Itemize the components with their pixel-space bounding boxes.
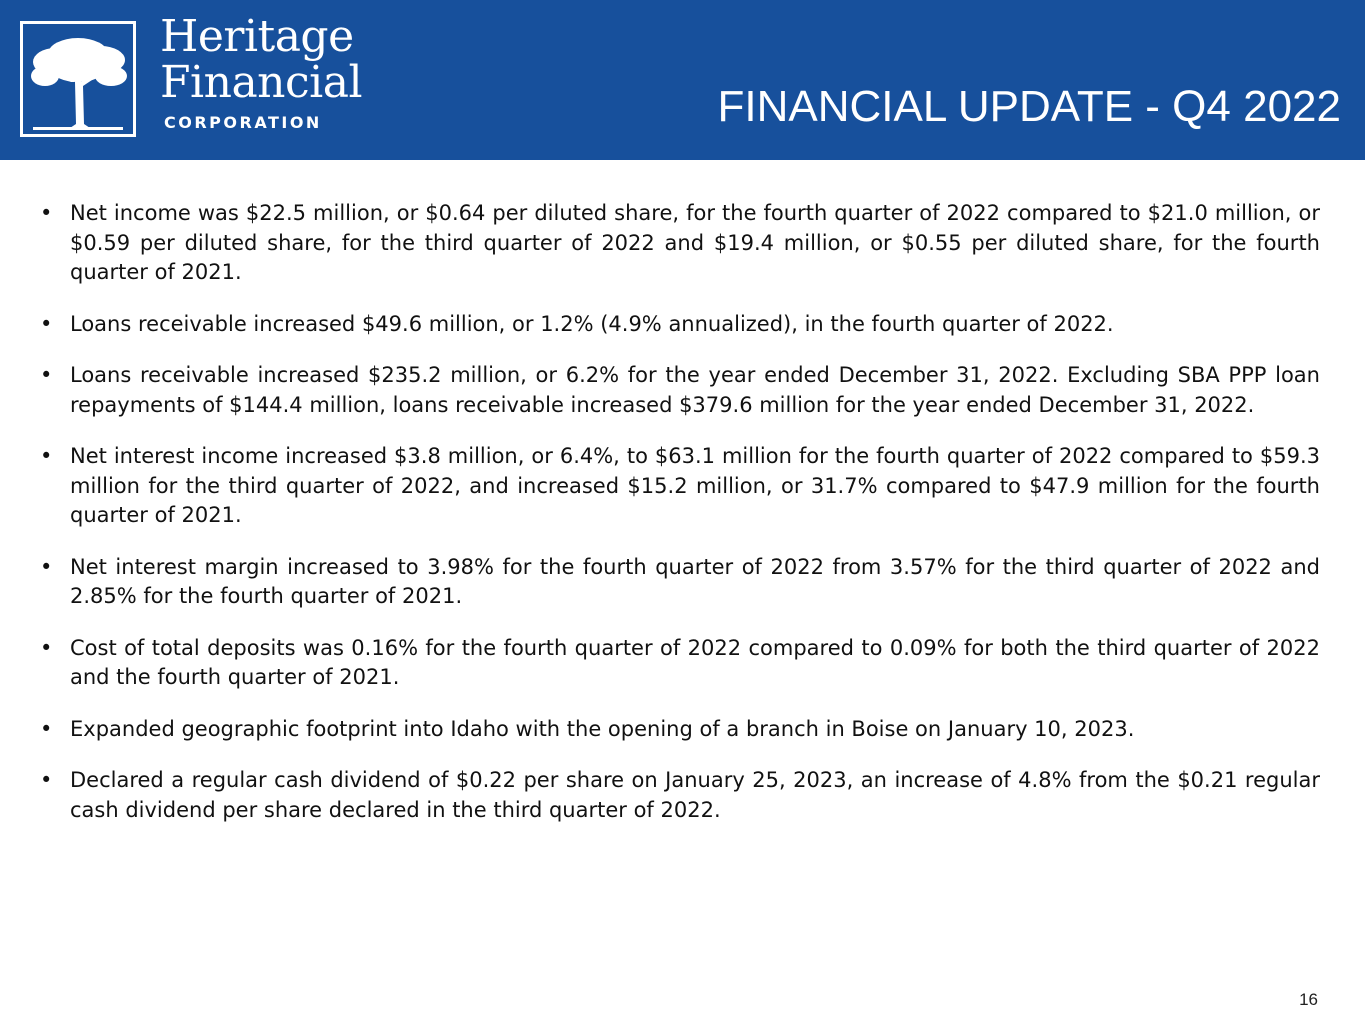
brand-line-heritage: Heritage xyxy=(160,11,354,62)
bullet-icon: • xyxy=(40,635,53,660)
brand-line-corporation: CORPORATION xyxy=(164,113,322,132)
brand-line-financial: Financial xyxy=(160,57,363,108)
bullet-list xyxy=(40,199,1320,847)
bullet-icon: • xyxy=(40,768,53,792)
bullet-item xyxy=(40,766,1320,825)
page-number: 16 xyxy=(1299,990,1318,1009)
bullet-item xyxy=(40,442,1320,531)
bullet-icon: • xyxy=(40,554,53,579)
bullet-item xyxy=(40,715,1320,745)
bullet-icon: • xyxy=(40,201,53,225)
bullet-icon: • xyxy=(40,311,53,336)
bullet-icon: • xyxy=(40,444,53,468)
bullet-item xyxy=(40,310,1320,340)
bullet-text: Declared a regular cash dividend of $0.22 per share on January 25, 2023, an increase of 4.8% from the $0.21 regular cash dividend per share declared in the third quarter of 2022. xyxy=(70,768,1320,822)
bullet-text: Loans receivable increased $235.2 million, or 6.2% for the year ended December 31, 2022. Excluding SBA PPP loan repayments of $144.4 million, loans receivable increased $379.6 million for the year ended December 31, 2022. xyxy=(70,363,1320,417)
bullet-text: Net interest margin increased to 3.98% for the fourth quarter of 2022 from 3.57% for the third quarter of 2022 and 2.85% for the fourth quarter of 2021. xyxy=(70,554,1320,608)
bullet-text: Expanded geographic footprint into Idaho with the opening of a branch in Boise on January 10, 2023. xyxy=(70,716,1135,741)
logo xyxy=(20,21,136,137)
bullet-text: Cost of total deposits was 0.16% for the fourth quarter of 2022 compared to 0.09% for both the third quarter of 2022 and the fourth quarter of 2021. xyxy=(70,635,1320,689)
bullet-item xyxy=(40,199,1320,288)
bullet-item xyxy=(40,634,1320,693)
bullet-text: Loans receivable increased $49.6 million, or 1.2% (4.9% annualized), in the fourth quarter of 2022. xyxy=(70,311,1114,336)
bullet-text: Net income was $22.5 million, or $0.64 per diluted share, for the fourth quarter of 2022 compared to $21.0 million, or $0.59 per diluted share, for the third quarter of 2022 and $19.4 million, or $0.55 per diluted share, for the fourth quarter of 2021. xyxy=(70,201,1320,284)
slide-title: FINANCIAL UPDATE - Q4 2022 xyxy=(717,82,1341,131)
brand-name xyxy=(160,11,363,132)
bullet-text: Net interest income increased $3.8 million, or 6.4%, to $63.1 million for the fourth quarter of 2022 compared to $59.3 million for the third quarter of 2022, and increased $15.2 million, or 31.7% compared to $47.9 million for the fourth quarter of 2021. xyxy=(70,444,1320,527)
tree-icon xyxy=(23,24,133,134)
bullet-icon: • xyxy=(40,363,53,387)
bullet-icon: • xyxy=(40,716,53,741)
bullet-item xyxy=(40,553,1320,612)
header-banner xyxy=(0,0,1365,160)
bullet-item xyxy=(40,361,1320,420)
